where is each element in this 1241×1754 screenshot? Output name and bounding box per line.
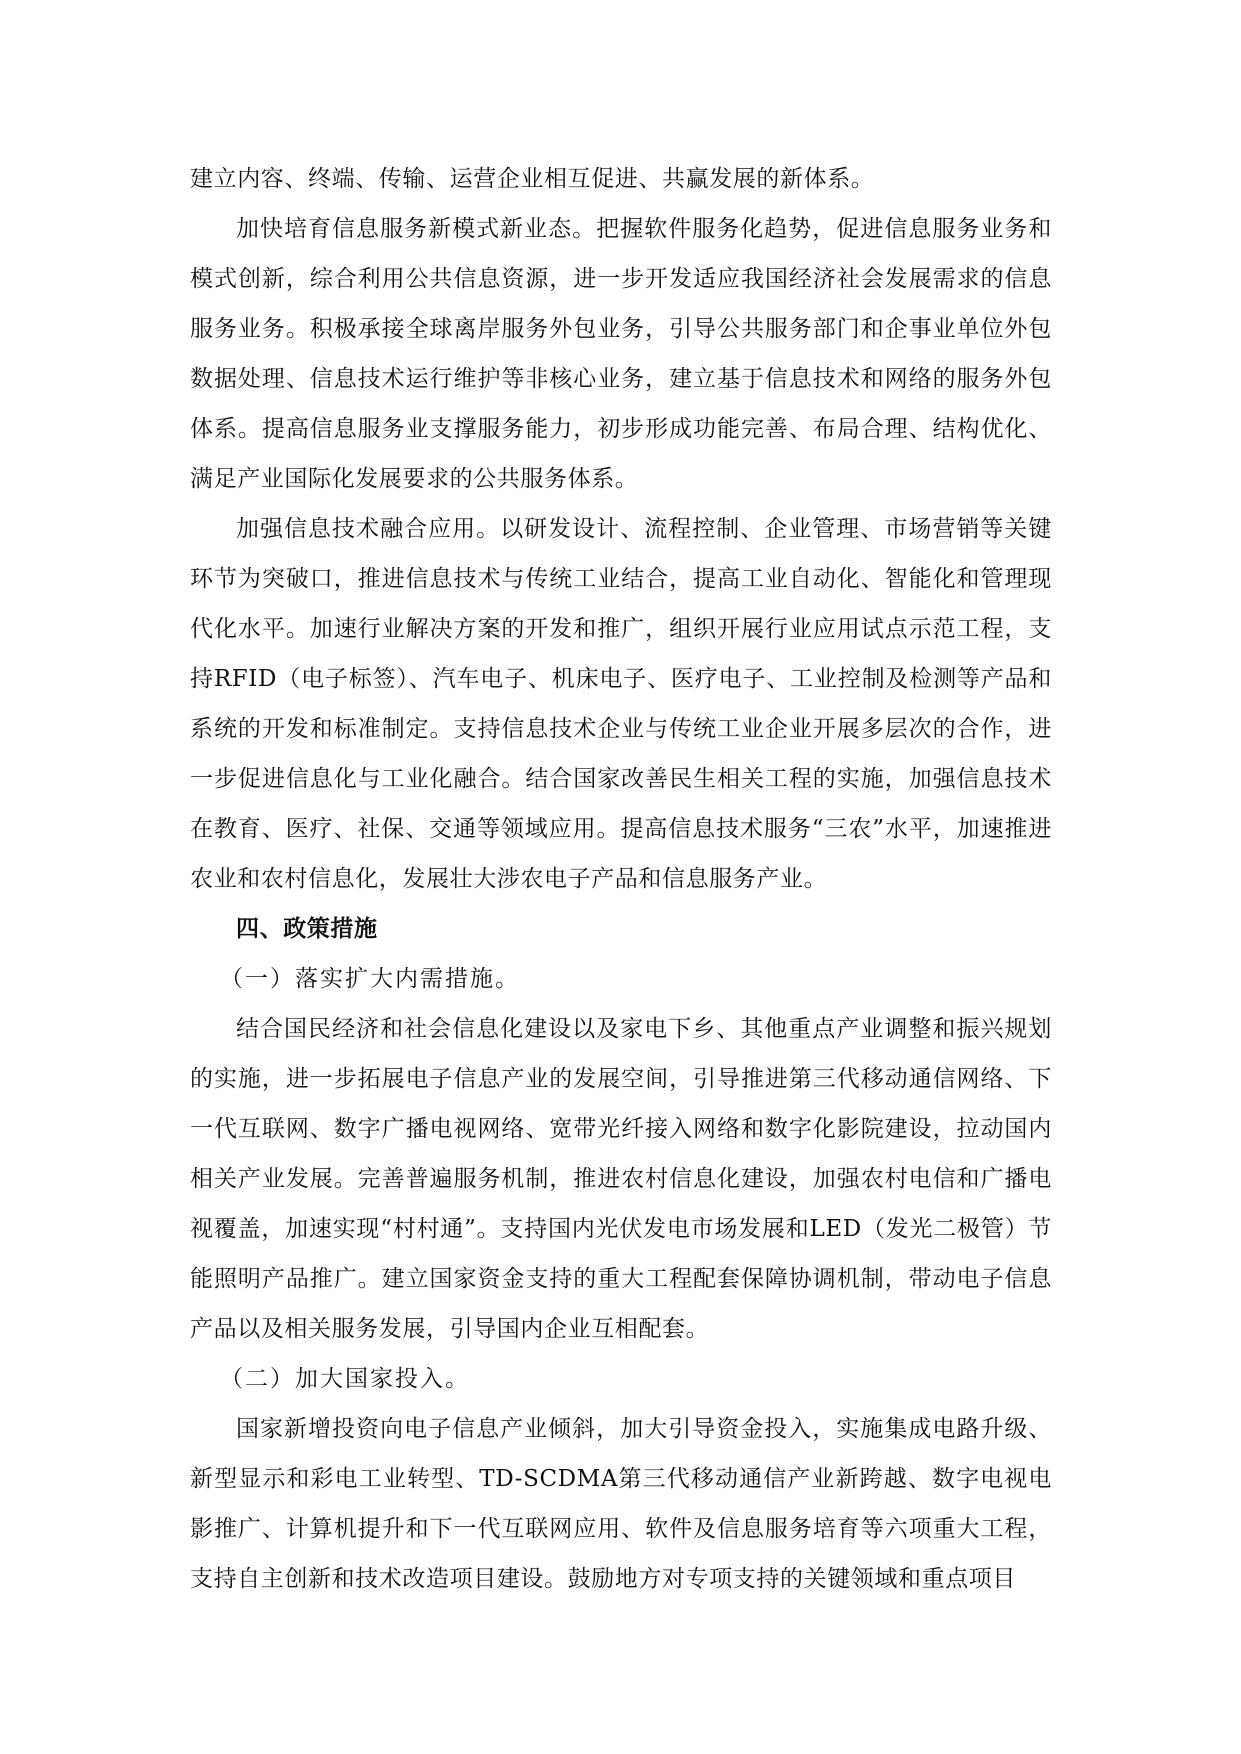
subsection-heading-domestic-demand: （一）落实扩大内需措施。 — [220, 966, 520, 992]
paragraph-state-investment: 国家新增投资向电子信息产业倾斜，加大引导资金投入，实施集成电路升级、新型显示和彩电工业转型、TD-SCDMA第三代移动通信产业新跨越、数字电视电影推广、计算机提升和下一代互联网应用、软件及信息服务培育等六项重大工程，支持自主创新和技术改造项目建设。鼓励地方对专项支持的关键领域和重点项目 — [190, 1416, 1052, 1592]
paragraph-technology-integration: 加强信息技术融合应用。以研发设计、流程控制、企业管理、市场营销等关键环节为突破口，推进信息技术与传统工业结合，提高工业自动化、智能化和管理现代化水平。加速行业解决方案的开发和推广，组织开展行业应用试点示范工程，支持RFID（电子标签）、汽车电子、机床电子、医疗电子、工业控制及检测等产品和系统的开发和标准制定。支持信息技术企业与传统工业企业开展多层次的合作，进一步促进信息化与工业化融合。结合国家改善民生相关工程的实施，加强信息技术在教育、医疗、社保、交通等领域应用。提高信息技术服务“三农”水平，加速推进农业和农村信息化，发展壮大涉农电子产品和信息服务产业。 — [190, 516, 1052, 892]
paragraph-information-services: 加快培育信息服务新模式新业态。把握软件服务化趋势，促进信息服务业务和模式创新，综合利用公共信息资源，进一步开发适应我国经济社会发展需求的信息服务业务。积极承接全球离岸服务外包业务，引导公共服务部门和企事业单位外包数据处理、信息技术运行维护等非核心业务，建立基于信息技术和网络的服务外包体系。提高信息服务业支撑服务能力，初步形成功能完善、布局合理、结构优化、满足产业国际化发展要求的公共服务体系。 — [190, 216, 1052, 492]
subsection-heading-state-investment: （二）加大国家投入。 — [220, 1366, 470, 1392]
paragraph-domestic-demand: 结合国民经济和社会信息化建设以及家电下乡、其他重点产业调整和振兴规划的实施，进一步拓展电子信息产业的发展空间，引导推进第三代移动通信网络、下一代互联网、数字广播电视网络、宽带光纤接入网络和数字化影院建设，拉动国内相关产业发展。完善普遍服务机制，推进农村信息化建设，加强农村电信和广播电视覆盖，加速实现“村村通”。支持国内光伏发电市场发展和LED（发光二极管）节能照明产品推广。建立国家资金支持的重大工程配套保障协调机制，带动电子信息产品以及相关服务发展，引导国内企业互相配套。 — [190, 1016, 1052, 1342]
section-heading-policy-measures: 四、政策措施 — [236, 916, 378, 942]
document-body — [190, 154, 1052, 1604]
paragraph-continuation: 建立内容、终端、传输、运营企业相互促进、共赢发展的新体系。 — [190, 166, 875, 192]
